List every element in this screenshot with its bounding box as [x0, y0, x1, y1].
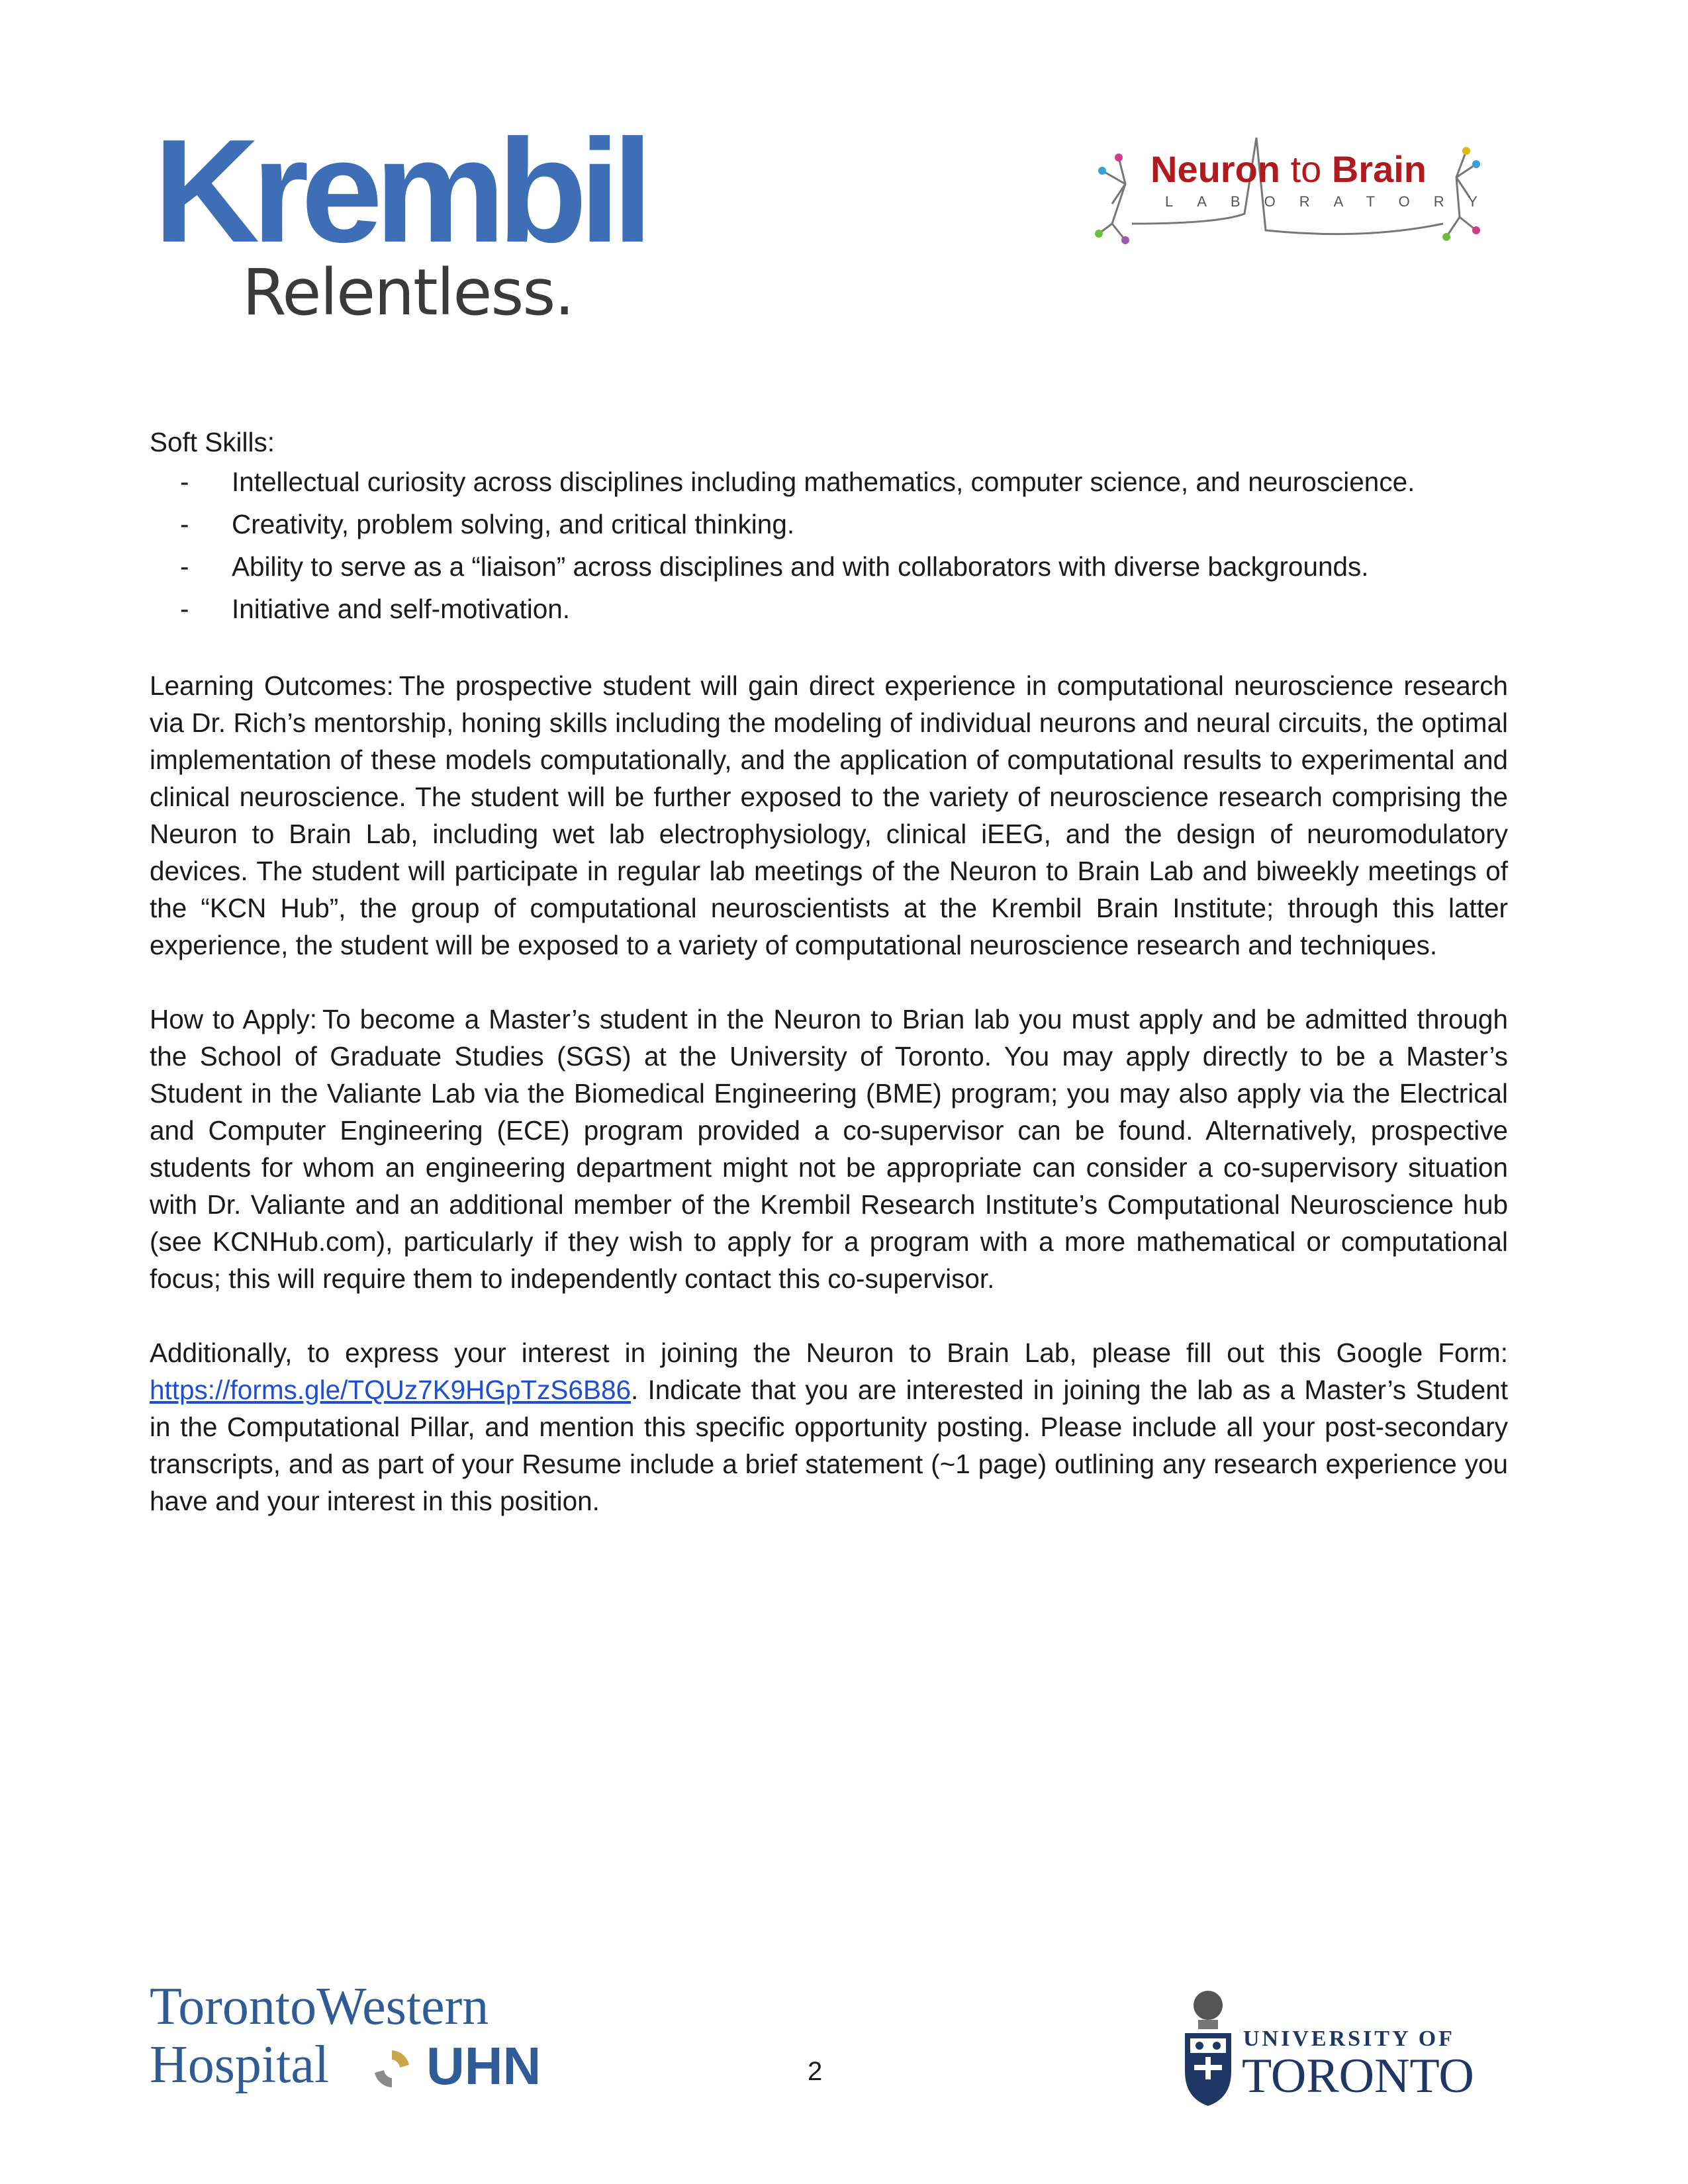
krembil-logo [154, 109, 683, 330]
university-of-toronto-logo [1178, 1985, 1496, 2111]
krembil-tagline: Relentless. [242, 255, 573, 330]
ntb-name-to: to [1290, 148, 1322, 190]
uoft-line1: UNIVERSITY OF [1243, 2026, 1455, 2051]
soft-skills-list [150, 461, 1508, 630]
learning-outcomes-text: The prospective student will gain direct experience in computational neuroscience research via Dr. Rich’s mentorship, honing skills including the modeling of individual neurons and neural circuits, the optimal implementation of these models computationally, and the application of computational results to experimental and clinical neuroscience. The student will be further exposed to the variety of neuroscience research comprising the Neuron to Brain Lab, including wet lab electrophysiology, clinical iEEG, and the design of neuromodulatory devices. The student will participate in regular lab meetings of the Neuron to Brain Lab and biweekly meetings of the “KCN Hub”, the group of computational neuroscientists at the Krembil Brain Institute; through this latter experience, the student will be exposed to a variety of computational neuroscience research and techniques. [150, 670, 1508, 960]
uoft-crest-icon [1178, 1985, 1238, 2111]
list-item: - Intellectual curiosity across disciplines including mathematics, computer science, and neuroscience. [150, 461, 1508, 503]
learning-outcomes-paragraph [150, 667, 1508, 964]
uhn-wordmark: UHN [426, 2036, 541, 2095]
twh-line1: TorontoWestern [150, 1978, 489, 2036]
twh-line2: Hospital [150, 2036, 330, 2094]
additionally-text-before: Additionally, to express your interest in joining the Neuron to Brain Lab, please fill out this Google Form: [150, 1338, 1508, 1368]
list-item: - Creativity, problem solving, and critical thinking. [150, 503, 1508, 545]
learning-outcomes-label: Learning Outcomes: [150, 670, 394, 701]
google-form-link[interactable]: https://forms.gle/TQUz7K9HGpTzS6B86 [150, 1375, 632, 1405]
neuron-to-brain-logo [1086, 124, 1501, 250]
additionally-paragraph [150, 1334, 1508, 1520]
ntb-subtitle: LABORATORY [1165, 193, 1501, 210]
ntb-name-brain: Brain [1331, 148, 1427, 190]
additionally-text-after: . Indicate that you are interested in joining the lab as a Master’s Student in the Computational Pillar, and mention this specific opportunity posting. Please include all your post-secondary transcripts, and as part of your Resume include a brief statement (~1 page) outlining any research experience you have and your interest in this position. [150, 1375, 1508, 1516]
toronto-western-hospital-logo [150, 1980, 573, 2113]
how-to-apply-label: How to Apply: [150, 1004, 317, 1034]
uoft-line2: TORONTO [1242, 2049, 1474, 2103]
document-body [150, 424, 1508, 1520]
page-number: 2 [808, 2057, 823, 2086]
list-item: - Ability to serve as a “liaison” across disciplines and with collaborators with diverse backgrounds. [150, 545, 1508, 588]
soft-skills-heading: Soft Skills: [150, 427, 275, 457]
how-to-apply-paragraph [150, 1001, 1508, 1297]
list-item: - Initiative and self-motivation. [150, 588, 1508, 630]
krembil-wordmark: Krembil [154, 109, 645, 273]
how-to-apply-text: To become a Master’s student in the Neuron to Brian lab you must apply and be admitted through the School of Graduate Studies (SGS) at the University of Toronto. You may apply directly to be a Master’s Student in the Valiante Lab via the Biomedical Engineering (BME) program; you may also apply via the Electrical and Computer Engineering (ECE) program provided a co-supervisor can be found. Alternatively, prospective students for whom an engineering department might not be appropriate can consider a co-supervisory situation with Dr. Valiante and an additional member of the Krembil Research Institute’s Computational Neuroscience hub (see KCNHub.com), particularly if they wish to apply for a program with a more mathematical or computational focus; this will require them to independently contact this co-supervisor. [150, 1004, 1508, 1294]
uhn-emblem-icon [368, 2045, 416, 2093]
ntb-name-neuron: Neuron [1150, 148, 1280, 190]
